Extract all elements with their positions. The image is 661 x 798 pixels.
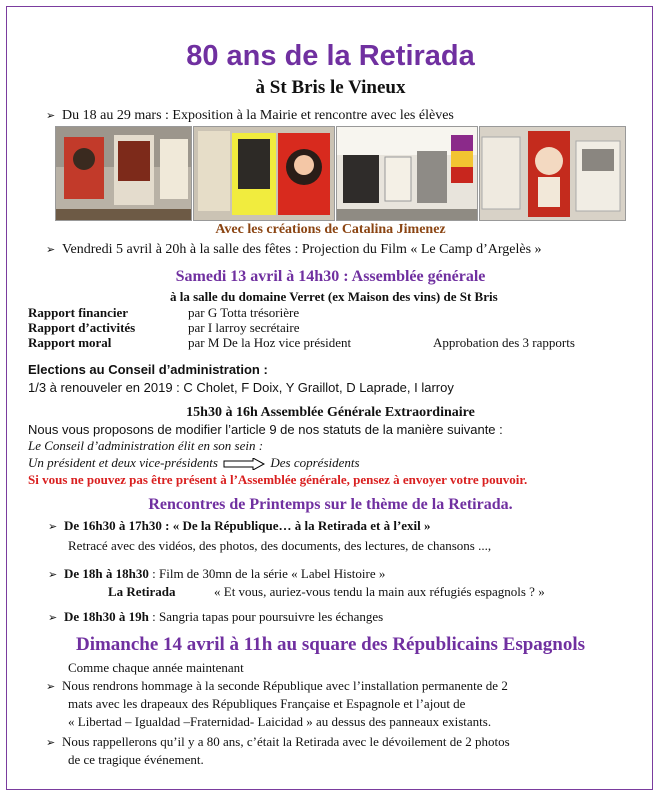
age-from: Un président et deux vice-présidents [28,455,218,470]
dimanche-intro: Comme chaque année maintenant [68,660,244,675]
arrow-bullet-icon: ➢ [48,611,58,624]
ag-heading: Samedi 13 avril à 14h30 : Assemblée générale [175,268,486,285]
item3-text: : Sangria tapas pour poursuivre les échanges [148,609,384,624]
p2-line2: de ce tragique événement. [68,752,204,767]
expo-photo-4 [479,126,626,221]
dimanche-p1 [46,678,508,694]
item2-text: : Film de 30mn de la série « Label Histoire » [148,566,386,581]
p1-line3: « Libertad – Igualdad –Fraternidad- Laicidad » au dessus des panneaux existants. [68,714,492,729]
expo-credits: Avec les créations de Catalina Jimenez [215,222,446,237]
report-by-3: par M De la Hoz vice président [188,335,352,350]
arrow-bullet-icon: ➢ [46,109,56,122]
elections-text: 1/3 à renouveler en 2019 : C Cholet, F Doix, Y Graillot, D Laprade, I larroy [28,380,454,395]
bullet-expo [46,108,454,124]
approbation-text: Approbation des 3 rapports [433,335,575,350]
age-line1: Le Conseil d’administration élit en son sein : [28,438,264,453]
page-title: 80 ans de la Retirada [186,40,475,72]
expo-photo-3 [336,126,478,221]
item3-time: De 18h30 à 19h [64,609,149,624]
expo-text: Du 18 au 29 mars : Exposition à la Mairie et rencontre avec les élèves [62,108,454,123]
item1-time: De 16h30 à 17h30 [64,518,162,533]
rencontre-item-1-desc: Retracé avec des vidéos, des photos, des documents, des lectures, de chansons ..., [68,538,492,553]
expo-photo-2 [193,126,335,221]
rencontre-item-3 [48,609,383,625]
elections-heading: Elections au Conseil d’administration : [28,362,268,377]
page-subtitle: à St Bris le Vineux [255,77,406,98]
item2-title: La Retirada [108,584,176,599]
arrow-bullet-icon: ➢ [46,243,56,256]
age-change [28,455,360,471]
bullet-projection [46,242,542,258]
arrow-bullet-icon: ➢ [48,568,58,581]
expo-photo-1 [55,126,192,221]
arrow-bullet-icon: ➢ [46,736,56,749]
ag-location: à la salle du domaine Verret (ex Maison des vins) de St Bris [170,289,498,304]
item1-title: : « De la République… à la Retirada et à l’exil » [161,518,431,533]
report-label-1: Rapport financier [28,305,129,320]
projection-text: Vendredi 5 avril à 20h à la salle des fêtes : Projection du Film « Le Camp d’Argelès » [62,242,542,257]
dimanche-p2 [46,734,510,750]
age-heading: 15h30 à 16h Assemblée Générale Extraordinaire [186,405,475,420]
p1-line1: Nous rendrons hommage à la seconde République avec l’installation permanente de 2 [62,678,508,693]
report-label-2: Rapport d’activités [28,320,136,335]
age-warning: Si vous ne pouvez pas être présent à l’Assemblée générale, pensez à envoyer votre pouvoir. [28,472,528,487]
p2-line1: Nous rappellerons qu’il y a 80 ans, c’était la Retirada avec le dévoilement de 2 photos [62,734,510,749]
rencontre-item-1 [48,518,431,534]
arrow-right-icon [223,458,265,470]
item2-quote: « Et vous, auriez-vous tendu la main aux réfugiés espagnols ? » [214,584,545,599]
dimanche-heading: Dimanche 14 avril à 11h au square des Républicains Espagnols [75,634,586,655]
rencontre-item-2 [48,566,385,582]
arrow-bullet-icon: ➢ [48,520,58,533]
age-intro: Nous vous proposons de modifier l’article 9 de nos statuts de la manière suivante : [28,422,503,437]
report-by-1: par G Totta trésorière [188,305,300,320]
arrow-bullet-icon: ➢ [46,680,56,693]
age-to: Des coprésidents [270,455,360,470]
report-label-3: Rapport moral [28,335,112,350]
item2-time: De 18h à 18h30 [64,566,149,581]
rencontres-heading: Rencontres de Printemps sur le thème de la Retirada. [148,496,513,513]
p1-line2: mats avec les drapeaux des Républiques Française et Espagnole et l’ajout de [68,696,466,711]
report-by-2: par I larroy secrétaire [188,320,300,335]
